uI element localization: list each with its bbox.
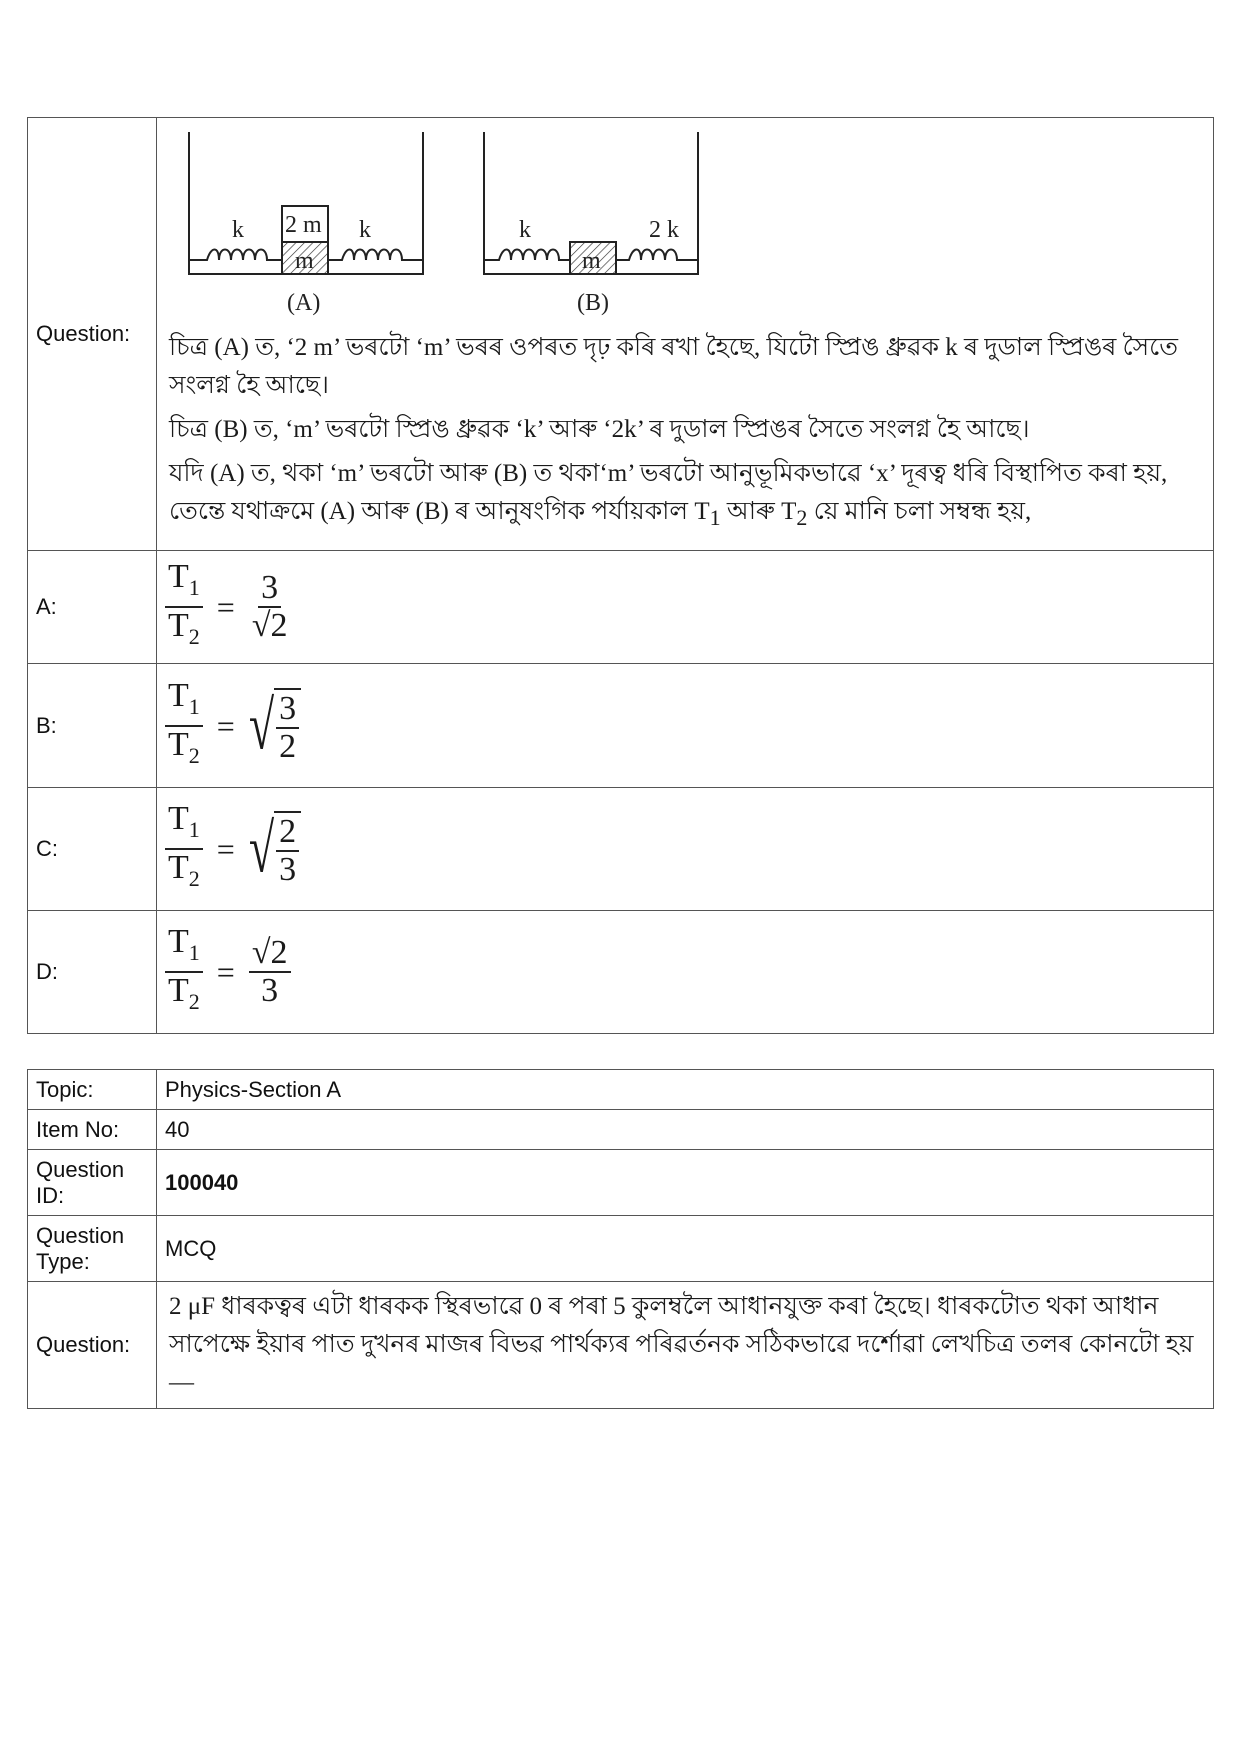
topic-label: Topic: — [28, 1070, 157, 1110]
label-a-m: m — [295, 247, 314, 274]
option-d-formula: $\frac{T_1}{T_2}$ = $\frac{√2}{3}$ — [165, 925, 1205, 1019]
question-meta-table — [27, 1069, 1214, 1409]
option-row-b[interactable] — [28, 664, 1214, 788]
option-c-formula: $\frac{T_1}{T_2}$ = √ $\frac{2}{3}$ — [165, 802, 1205, 896]
qtype-label: Question Type: — [28, 1216, 157, 1282]
item-row — [28, 1110, 1214, 1150]
option-row-c[interactable] — [28, 788, 1214, 911]
topic-value: Physics-Section A — [157, 1070, 1214, 1110]
label-b-left-k: k — [519, 216, 531, 243]
option-label-b: B: — [28, 664, 157, 788]
question2-row — [28, 1282, 1214, 1409]
spring-a-left — [189, 249, 282, 260]
question-label: Question: — [28, 118, 157, 551]
option-label-c: C: — [28, 788, 157, 911]
spring-b-left — [484, 249, 570, 260]
qtype-row — [28, 1216, 1214, 1282]
question-row — [28, 118, 1214, 551]
label-b-right-2k: 2 k — [649, 216, 679, 243]
caption-b: (B) — [577, 289, 609, 316]
option-label-a: A: — [28, 551, 157, 664]
question-table — [27, 117, 1214, 1034]
item-value: 40 — [157, 1110, 1214, 1150]
question-paragraph-1: চিত্ৰ (A) ত, ‘2 m’ ভৰটো ‘m’ ভৰৰ ওপৰত দৃঢ় কৰি ৰখা হৈছে, যিটো স্প্ৰিঙ ধ্ৰুৱক k ৰ দুডাল স্প্ৰিঙৰ সৈতে সংলগ্ন হৈ আছে। — [169, 333, 1178, 399]
label-a-2m: 2 m — [285, 211, 322, 238]
question-text — [165, 325, 1205, 549]
option-a-formula: $\frac{T_1}{T_2}$ = $\frac{3}{√2}$ — [165, 560, 1205, 654]
question2-label: Question: — [28, 1282, 157, 1409]
option-row-d[interactable] — [28, 911, 1214, 1034]
qid-label: Question ID: — [28, 1150, 157, 1216]
qid-row — [28, 1150, 1214, 1216]
label-b-m: m — [582, 247, 601, 274]
qtype-value: MCQ — [157, 1216, 1214, 1282]
spring-a-right — [328, 249, 423, 260]
item-label: Item No: — [28, 1110, 157, 1150]
option-label-d: D: — [28, 911, 157, 1034]
question-paragraph-2: চিত্ৰ (B) ত, ‘m’ ভৰটো স্প্ৰিঙ ধ্ৰুৱক ‘k’ আৰু ‘2k’ ৰ দুডাল স্প্ৰিঙৰ সৈতে সংলগ্ন হৈ আছে। — [169, 415, 1030, 443]
qid-value: 100040 — [157, 1150, 1214, 1216]
question2-text: 2 μF ধাৰকত্বৰ এটা ধাৰকক স্থিৰভাৱে 0 ৰ পৰা 5 কুলম্বলৈ আধানযুক্ত কৰা হৈছে। ধাৰকটোত থকা আধান সাপেক্ষে ইয়াৰ পাত দুখনৰ মাজৰ বিভৱ পাৰ্থক্যৰ পৰিৱৰ্তনক সঠিকভাৱে দৰ্শোৱা লেখচিত্ৰ তলৰ কোনটো হয় — — [157, 1282, 1214, 1409]
topic-row — [28, 1070, 1214, 1110]
question-paragraph-3: যদি (A) ত, থকা ‘m’ ভৰটো আৰু (B) ত থকা‘m’ ভৰটো আনুভূমিকভাৱে ‘x’ দূৰত্ব ধৰি বিস্থাপিত কৰা হয়, তেন্তে যথাক্ৰমে (A) আৰু (B) ৰ আনুষংগিক পৰ্যায়কাল $T_1$ আৰু $T_2$ য়ে মানি চলা সম্বন্ধ হয়, — [169, 459, 1168, 530]
label-a-right-k: k — [359, 216, 371, 243]
option-b-formula: $\frac{T_1}{T_2}$ = √ $\frac{3}{2}$ — [165, 679, 1205, 773]
question-content — [157, 118, 1214, 551]
spring-mass-diagram — [177, 132, 737, 317]
option-row-a[interactable] — [28, 551, 1214, 664]
spring-b-right — [616, 249, 698, 260]
caption-a: (A) — [287, 289, 321, 316]
label-a-left-k: k — [232, 216, 244, 243]
